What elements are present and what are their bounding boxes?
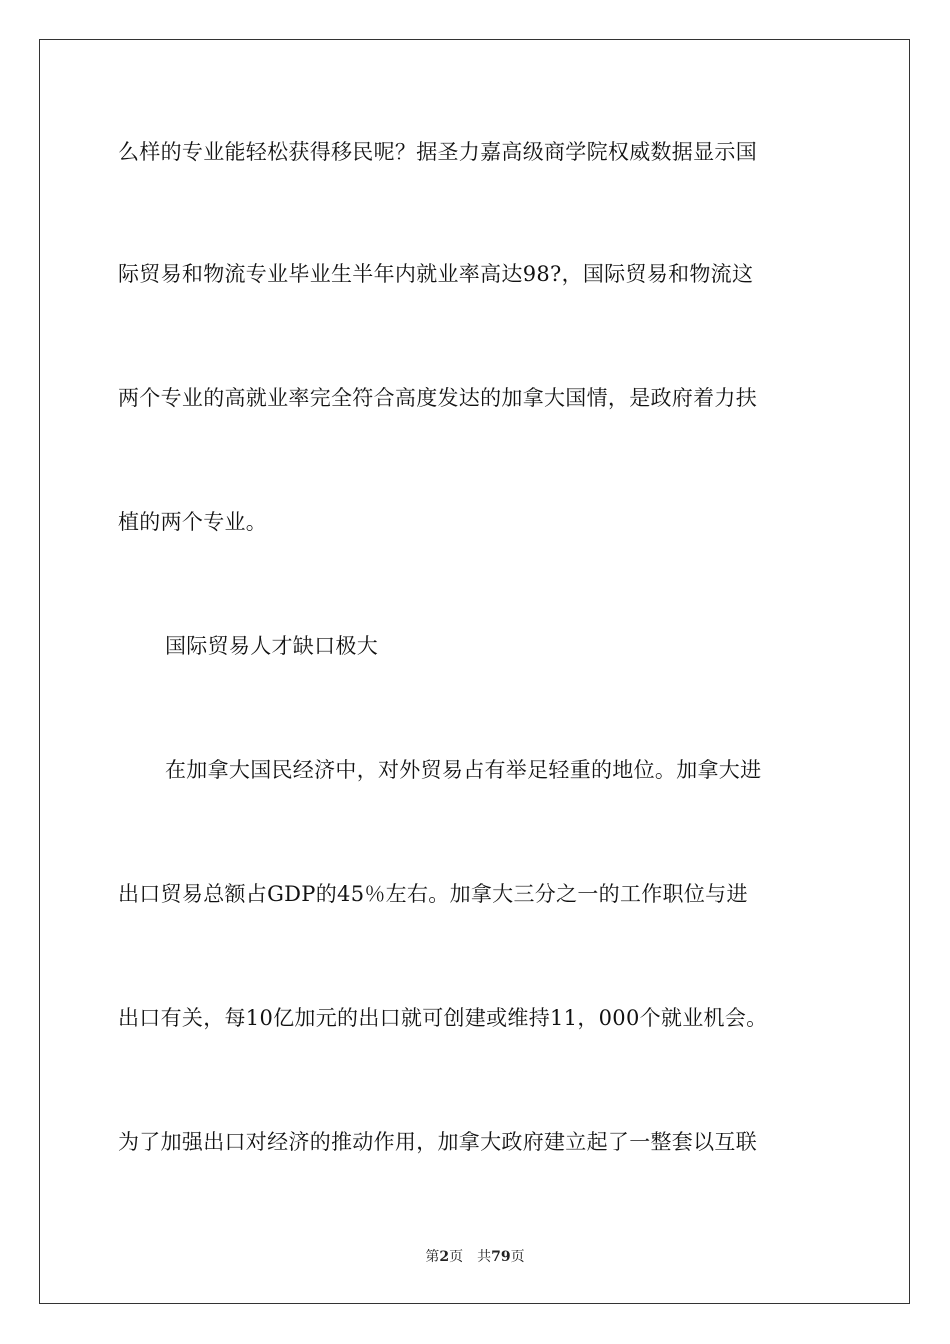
body-line-7: 出口有关，每10亿加元的出口就可创建或维持11，000个就业机会。 <box>118 1006 768 1030</box>
body-line-5: 在加拿大国民经济中，对外贸易占有举足轻重的地位。加拿大进 <box>165 758 762 782</box>
total-prefix: 共 <box>477 1249 492 1265</box>
total-suffix: 页 <box>510 1249 525 1265</box>
page-border <box>39 39 910 1304</box>
page-footer <box>0 1248 950 1266</box>
page-number: 2 <box>439 1249 450 1265</box>
section-heading: 国际贸易人才缺口极大 <box>165 634 378 658</box>
total-pages: 79 <box>491 1249 511 1265</box>
body-line-6: 出口贸易总额占GDP的45％左右。加拿大三分之一的工作职位与进 <box>118 882 748 906</box>
page-suffix: 页 <box>449 1249 464 1265</box>
body-line-3: 两个专业的高就业率完全符合高度发达的加拿大国情，是政府着力扶 <box>118 386 757 410</box>
page-prefix: 第 <box>425 1249 440 1265</box>
body-line-2: 际贸易和物流专业毕业生半年内就业率高达98?，国际贸易和物流这 <box>118 262 754 286</box>
body-line-4: 植的两个专业。 <box>118 510 268 534</box>
body-line-1: 么样的专业能轻松获得移民呢？据圣力嘉高级商学院权威数据显示国 <box>118 140 757 164</box>
body-line-8: 为了加强出口对经济的推动作用，加拿大政府建立起了一整套以互联 <box>118 1130 757 1154</box>
